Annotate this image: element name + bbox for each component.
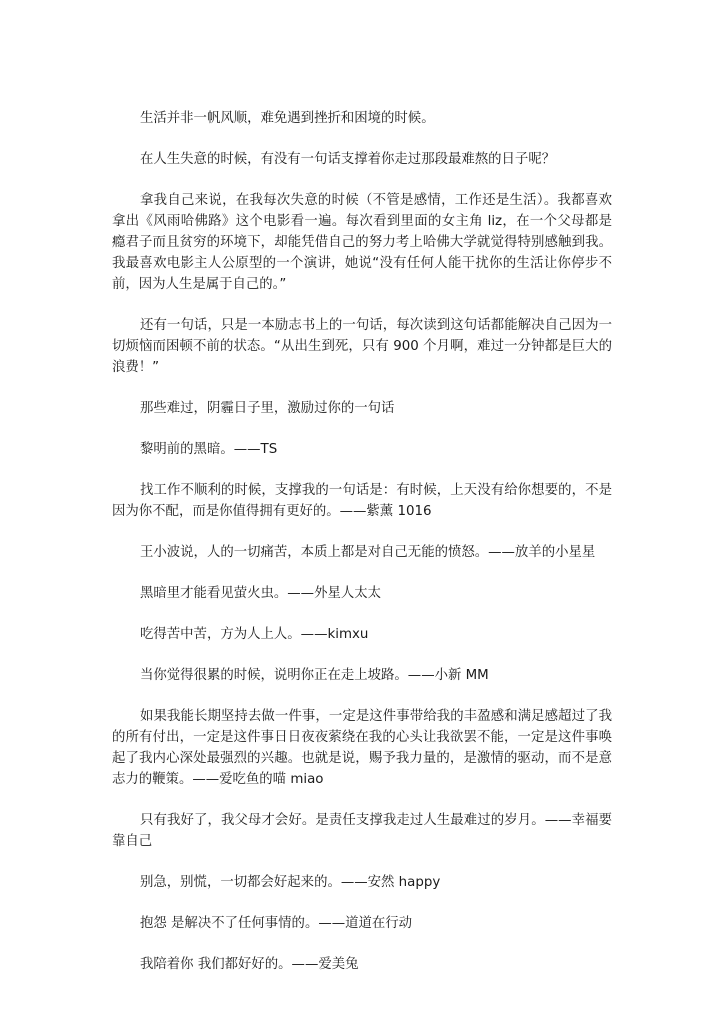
paragraph: 当你觉得很累的时候，说明你正在走上坡路。——小新 MM [140,668,489,683]
paragraph: 如果我能长期坚持去做一件事，一定是这件事带给我的丰盈感和满足感超过了我的所有付出，一定是这件事日日夜夜萦绕在我的心头让我欲罢不能，一定是这件事唤起了我内心深处最强烈的兴趣。也就是说，赐予我力量的，是激情的驱动，而不是意志力的鞭策。——爱吃鱼的喵 miao [112,709,612,787]
paragraph: 黑暗里才能看见萤火虫。——外星人太太 [140,586,382,601]
paragraph: 我陪着你 我们都好好的。——爱美兔 [140,957,359,972]
document-body [112,108,612,995]
paragraph: 那些难过，阴霾日子里，激励过你的一句话 [140,401,395,416]
paragraph: 在人生失意的时候，有没有一句话支撑着你走过那段最难熬的日子呢？ [140,152,556,167]
paragraph: 抱怨 是解决不了任何事情的。——道道在行动 [140,916,413,931]
paragraph: 王小波说，人的一切痛苦，本质上都是对自己无能的愤怒。——放羊的小星星 [140,545,596,560]
paragraph: 黎明前的黑暗。——TS [140,442,278,457]
paragraph: 生活并非一帆风顺，难免遇到挫折和困境的时候。 [140,111,435,126]
paragraph: 别急，别慌，一切都会好起来的。——安然 happy [140,875,441,890]
paragraph: 找工作不顺利的时候，支撑我的一句话是：有时候，上天没有给你想要的，不是因为你不配，而是你值得拥有更好的。——紫薰 1016 [112,483,612,519]
paragraph: 只有我好了，我父母才会好。是责任支撑我走过人生最难过的岁月。——幸福要靠自己 [112,813,612,849]
paragraph: 拿我自己来说，在我每次失意的时候（不管是感情，工作还是生活）。我都喜欢拿出《风雨哈佛路》这个电影看一遍。每次看到里面的女主角 liz，在一个父母都是瘾君子而且贫穷的环境下，却能凭借自己的努力考上哈佛大学就觉得特别感触到我。我最喜欢电影主人公原型的一个演讲，她说“没有任何人能干扰你的生活让你停步不前，因为人生是属于自己的。” [112,193,612,292]
paragraph: 吃得苦中苦，方为人上人。——kimxu [140,627,369,642]
paragraph: 还有一句话，只是一本励志书上的一句话，每次读到这句话都能解决自己因为一切烦恼而困顿不前的状态。“从出生到死，只有 900 个月啊，难过一分钟都是巨大的浪费！” [112,318,612,375]
